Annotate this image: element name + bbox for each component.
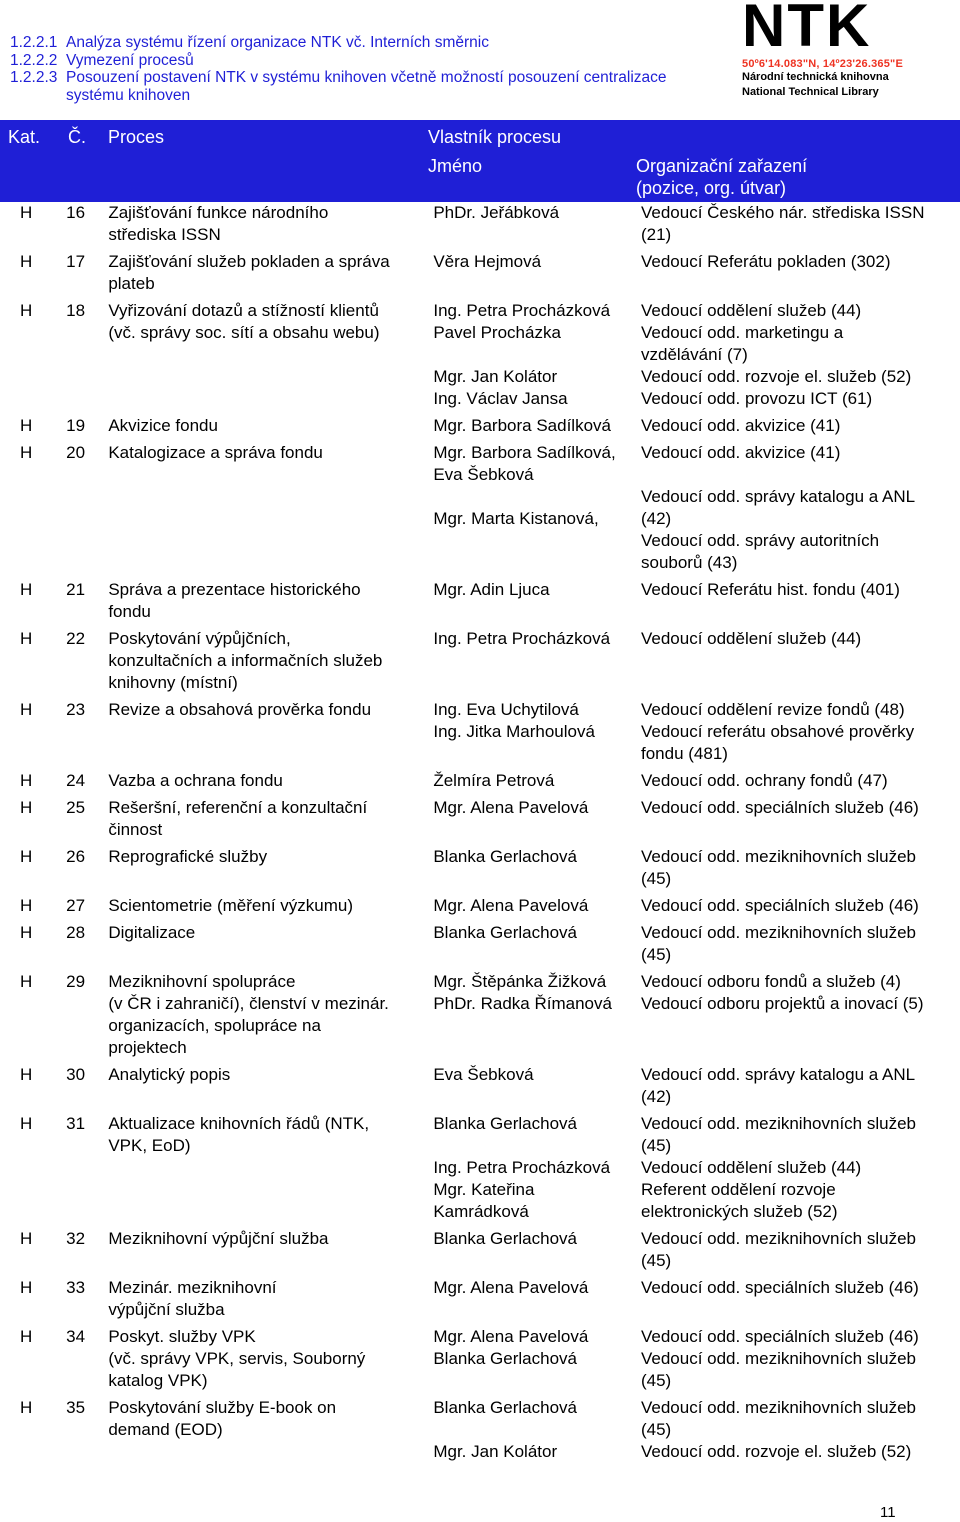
process-number: 16 xyxy=(66,203,86,222)
owner-organization: Vedoucí odd. správy katalogu a ANL (42) xyxy=(640,1065,916,1106)
process-number: 17 xyxy=(66,252,86,271)
owner-organization: Vedoucí odd. meziknihovních služeb (45) xyxy=(640,1229,916,1270)
process-category: H xyxy=(20,1327,33,1346)
owner-organization: Vedoucí odd. speciálních služeb (46) Vedoucí odd. meziknihovních služeb (45) xyxy=(640,1327,919,1390)
process-name: Poskytování výpůjčních, konzultačních a informačních služeb knihovny (místní) xyxy=(108,629,383,692)
table-row xyxy=(0,441,960,578)
owner-name: Blanka Gerlachová Mgr. Jan Kolátor xyxy=(433,1398,577,1461)
process-number: 25 xyxy=(66,798,86,817)
process-category: H xyxy=(20,896,33,915)
owner-name: Mgr. Barbora Sadílková, Eva Šebková Mgr. Marta Kistanová, xyxy=(433,443,616,528)
table-row xyxy=(0,299,960,414)
table-row xyxy=(0,1325,960,1396)
owner-name: Ing. Eva Uchytilová Ing. Jitka Marhoulová xyxy=(433,700,595,741)
table-row xyxy=(0,627,960,698)
owner-organization: Vedoucí odd. speciálních služeb (46) xyxy=(640,1278,919,1297)
logo-mark: NTK xyxy=(742,0,872,59)
toc-text: Vymezení procesů xyxy=(66,51,194,69)
process-name: Digitalizace xyxy=(108,923,196,942)
process-category: H xyxy=(20,700,33,719)
header-organizace: Organizační zařazení (pozice, org. útvar) xyxy=(636,156,808,198)
owner-organization: Vedoucí odd. ochrany fondů (47) xyxy=(640,771,888,790)
process-category: H xyxy=(20,798,33,817)
table-row xyxy=(0,1276,960,1325)
owner-organization: Vedoucí odd. meziknihovních služeb (45) Vedoucí odd. rozvoje el. služeb (52) xyxy=(640,1398,916,1461)
owner-name: PhDr. Jeřábková xyxy=(433,203,560,222)
table-row xyxy=(0,1396,960,1467)
table-row xyxy=(0,250,960,299)
owner-organization: Vedoucí odd. speciálních služeb (46) xyxy=(640,896,919,915)
owner-name: Věra Hejmová xyxy=(433,252,542,271)
owner-name: Mgr. Alena Pavelová xyxy=(433,1278,589,1297)
header-proces: Proces xyxy=(108,127,165,147)
process-name: Akvizice fondu xyxy=(108,416,218,435)
toc-line xyxy=(10,34,667,52)
table-row xyxy=(0,578,960,627)
owner-organization: Vedoucí Českého nár. střediska ISSN (21) xyxy=(640,203,925,244)
logo-coordinates: 50º6'14.083"N, 14º23'26.365"E xyxy=(742,58,904,70)
process-category: H xyxy=(20,580,33,599)
process-category: H xyxy=(20,301,33,320)
process-name: Aktualizace knihovních řádů (NTK, VPK, EoD) xyxy=(108,1114,370,1155)
owner-name: Mgr. Štěpánka Žižková PhDr. Radka Římanová xyxy=(433,972,612,1013)
process-category: H xyxy=(20,629,33,648)
owner-name: Eva Šebková xyxy=(433,1065,534,1084)
process-number: 27 xyxy=(66,896,86,915)
table-row xyxy=(0,921,960,970)
process-category: H xyxy=(20,416,33,435)
process-name: Zajišťování služeb pokladen a správa plateb xyxy=(108,252,390,293)
table-row xyxy=(0,970,960,1063)
table-row xyxy=(0,698,960,769)
owner-name: Mgr. Alena Pavelová xyxy=(433,896,589,915)
owner-organization: Vedoucí odd. akvizice (41) Vedoucí odd. správy katalogu a ANL (42) Vedoucí odd. správy autoritních souborů (43) xyxy=(640,443,916,572)
process-category: H xyxy=(20,252,33,271)
owner-name: Mgr. Adin Ljuca xyxy=(433,580,550,599)
owner-name: Mgr. Alena Pavelová xyxy=(433,798,589,817)
logo-name-cz: Národní technická knihovna xyxy=(742,71,889,83)
table-row xyxy=(0,201,960,250)
toc-text: Analýza systému řízení organizace NTK vč. Interních směrnic xyxy=(66,34,489,51)
process-number: 35 xyxy=(66,1398,86,1417)
toc-text: Posouzení postavení NTK v systému knihoven včetně možností posouzení centralizace xyxy=(66,69,667,86)
table-row xyxy=(0,414,960,441)
process-number: 19 xyxy=(66,416,86,435)
owner-name: Blanka Gerlachová xyxy=(433,923,577,942)
process-number: 20 xyxy=(66,443,86,462)
process-name: Vyřizování dotazů a stížností klientů (vč. správy soc. sítí a obsahu webu) xyxy=(108,301,380,342)
owner-organization: Vedoucí oddělení revize fondů (48) Vedoucí referátu obsahové prověrky fondu (481) xyxy=(640,700,915,763)
toc-line xyxy=(10,69,667,87)
process-number: 28 xyxy=(66,923,86,942)
process-name: Poskyt. služby VPK (vč. správy VPK, servis, Souborný katalog VPK) xyxy=(108,1327,366,1390)
process-name: Meziknihovní spolupráce (v ČR i zahraničí), členství v mezinár. organizacích, spolupráce na projektech xyxy=(108,972,389,1057)
owner-name: Ing. Petra Procházková xyxy=(433,629,611,648)
owner-name: Blanka Gerlachová xyxy=(433,847,577,866)
process-name: Meziknihovní výpůjční služba xyxy=(108,1229,329,1248)
process-name: Analytický popis xyxy=(108,1065,231,1084)
header-cislo: Č. xyxy=(68,127,86,147)
table-row xyxy=(0,894,960,921)
process-category: H xyxy=(20,1398,33,1417)
process-category: H xyxy=(20,923,33,942)
header-jmeno: Jméno xyxy=(428,156,483,176)
ntk-logo xyxy=(742,0,952,100)
document-header xyxy=(10,34,667,104)
process-category: H xyxy=(20,1278,33,1297)
process-category: H xyxy=(20,1114,33,1133)
process-number: 23 xyxy=(66,700,86,719)
process-number: 22 xyxy=(66,629,86,648)
table-row xyxy=(0,796,960,845)
process-number: 33 xyxy=(66,1278,86,1297)
table-header-band xyxy=(0,120,960,202)
table-row xyxy=(0,845,960,894)
process-number: 21 xyxy=(66,580,86,599)
process-category: H xyxy=(20,1065,33,1084)
toc-number: 1.2.2.2 xyxy=(10,51,58,69)
owner-organization: Vedoucí Referátu pokladen (302) xyxy=(640,252,891,271)
toc-number: 1.2.2.1 xyxy=(10,34,58,51)
process-name: Poskytování služby E-book on demand (EOD) xyxy=(108,1398,337,1439)
owner-organization: Vedoucí odboru fondů a služeb (4) Vedoucí odboru projektů a inovací (5) xyxy=(640,972,924,1013)
process-category: H xyxy=(20,771,33,790)
owner-organization: Vedoucí odd. akvizice (41) xyxy=(640,416,841,435)
owner-organization: Vedoucí odd. meziknihovních služeb (45) xyxy=(640,847,916,888)
process-number: 26 xyxy=(66,847,86,866)
owner-organization: Vedoucí odd. meziknihovních služeb (45) xyxy=(640,923,916,964)
table-row xyxy=(0,1112,960,1227)
process-name: Vazba a ochrana fondu xyxy=(108,771,283,790)
process-name: Revize a obsahová prověrka fondu xyxy=(108,700,372,719)
owner-name: Blanka Gerlachová Ing. Petra Procházková Mgr. Kateřina Kamrádková xyxy=(433,1114,611,1221)
process-number: 32 xyxy=(66,1229,86,1248)
table-row xyxy=(0,1227,960,1276)
owner-name: Ing. Petra Procházková Pavel Procházka Mgr. Jan Kolátor Ing. Václav Jansa xyxy=(433,301,611,408)
process-name: Zajišťování funkce národního střediska ISSN xyxy=(108,203,329,244)
process-category: H xyxy=(20,972,33,991)
toc-line xyxy=(10,52,667,70)
owner-name: Želmíra Petrová xyxy=(433,771,555,790)
process-number: 30 xyxy=(66,1065,86,1084)
process-category: H xyxy=(20,203,33,222)
process-category: H xyxy=(20,847,33,866)
process-number: 18 xyxy=(66,301,86,320)
process-name: Katalogizace a správa fondu xyxy=(108,443,323,462)
process-name: Rešeršní, referenční a konzultační činnost xyxy=(108,798,368,839)
header-vlastnik: Vlastník procesu xyxy=(428,127,562,147)
process-category: H xyxy=(20,1229,33,1248)
table-row xyxy=(0,769,960,796)
owner-name: Mgr. Alena Pavelová Blanka Gerlachová xyxy=(433,1327,589,1368)
process-number: 34 xyxy=(66,1327,86,1346)
owner-name: Blanka Gerlachová xyxy=(433,1229,577,1248)
toc-number: 1.2.2.3 xyxy=(10,69,58,86)
owner-organization: Vedoucí oddělení služeb (44) Vedoucí odd. marketingu a vzdělávání (7) Vedoucí odd. rozvoje el. služeb (52) Vedoucí odd. provozu ICT (61) xyxy=(640,301,912,408)
logo-name-en: National Technical Library xyxy=(742,86,879,98)
header-kat: Kat. xyxy=(8,127,41,147)
process-number: 31 xyxy=(66,1114,86,1133)
owner-name: Mgr. Barbora Sadílková xyxy=(433,416,611,435)
process-name: Správa a prezentace historického fondu xyxy=(108,580,361,621)
process-name: Scientometrie (měření výzkumu) xyxy=(108,896,354,915)
process-number: 24 xyxy=(66,771,86,790)
owner-organization: Vedoucí odd. meziknihovních služeb (45) Vedoucí oddělení služeb (44) Referent oddělení rozvoje elektronických služeb (52) xyxy=(640,1114,916,1221)
owner-organization: Vedoucí odd. speciálních služeb (46) xyxy=(640,798,919,817)
owner-organization: Vedoucí oddělení služeb (44) xyxy=(640,629,862,648)
process-name: Mezinár. meziknihovní výpůjční služba xyxy=(108,1278,277,1319)
process-category: H xyxy=(20,443,33,462)
process-table xyxy=(0,201,960,1467)
table-row xyxy=(0,1063,960,1112)
process-number: 29 xyxy=(66,972,86,991)
process-name: Reprografické služby xyxy=(108,847,268,866)
page-number: 11 xyxy=(880,1504,896,1521)
toc-continuation: systému knihoven xyxy=(66,86,191,104)
owner-organization: Vedoucí Referátu hist. fondu (401) xyxy=(640,580,900,599)
